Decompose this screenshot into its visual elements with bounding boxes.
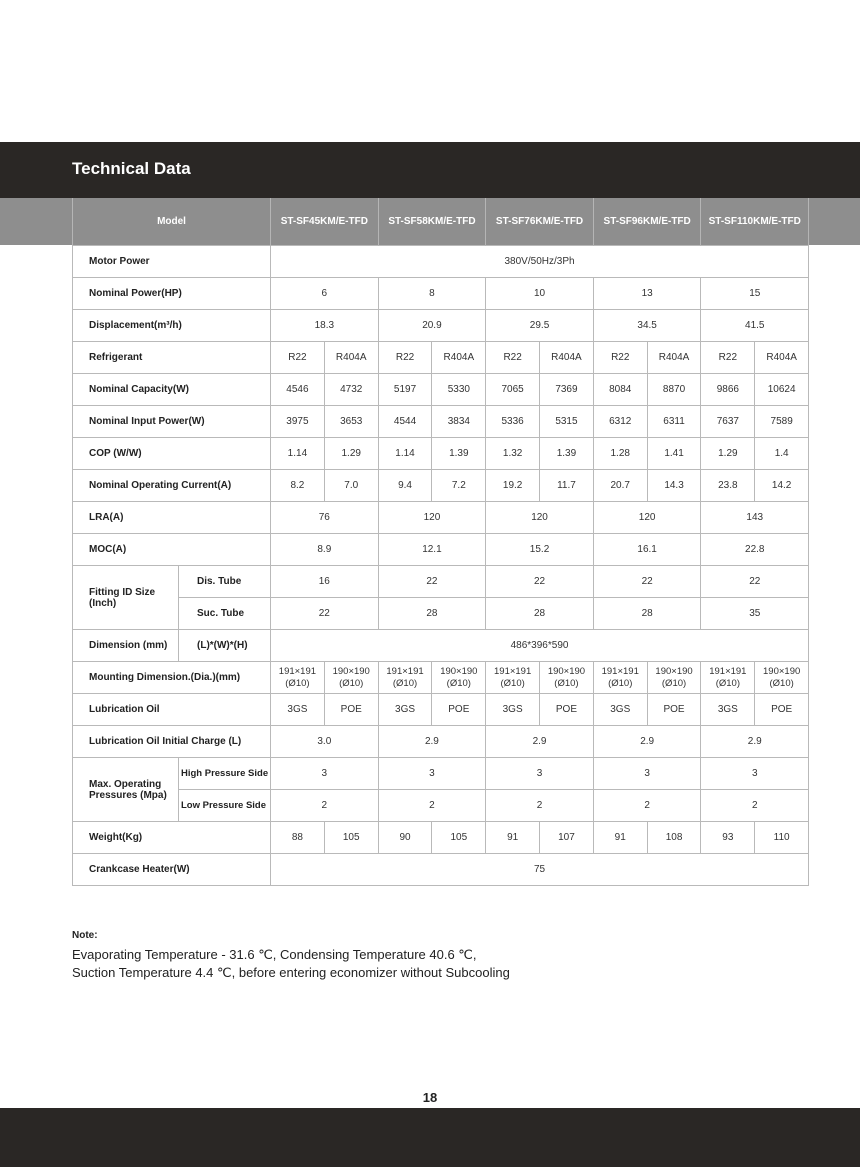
row-lra [73,502,809,534]
mount-cell [701,662,755,694]
mount-size: 191×191 [494,665,532,677]
table-cell: 7369 [540,374,594,406]
mount-dia: (Ø10) [554,677,579,689]
table-cell: 2 [701,790,809,822]
footer-bar [0,1108,860,1167]
mount-size: 190×190 [763,665,801,677]
table-cell: 1.29 [324,438,378,470]
table-cell: R404A [324,342,378,374]
row-label: COP (W/W) [73,438,271,470]
row-label: Nominal Capacity(W) [73,374,271,406]
table-cell: R404A [540,342,594,374]
row-label: Nominal Operating Current(A) [73,470,271,502]
table-cell: 19.2 [486,470,540,502]
table-cell: 10624 [755,374,809,406]
mount-size: 190×190 [655,665,693,677]
table-cell: 15.2 [486,534,594,566]
table-cell: 5315 [540,406,594,438]
table-cell: 11.7 [540,470,594,502]
table-cell: 3 [271,758,379,790]
table-cell: 107 [540,822,594,854]
mount-size: 191×191 [709,665,747,677]
row-nominal-capacity [73,374,809,406]
row-fitting-suc [73,598,809,630]
table-cell: 16.1 [593,534,701,566]
table-cell: R404A [647,342,701,374]
table-cell: 3GS [378,694,432,726]
table-cell: 105 [324,822,378,854]
row-sublabel: Low Pressure Side [179,790,271,822]
mount-size: 191×191 [601,665,639,677]
table-cell: 2.9 [593,726,701,758]
table-cell: 91 [593,822,647,854]
row-refrigerant [73,342,809,374]
mount-cell [755,662,809,694]
table-cell: 93 [701,822,755,854]
table-cell: 3 [486,758,594,790]
table-cell: 10 [486,278,594,310]
mount-dia: (Ø10) [661,677,687,689]
table-cell: 2.9 [486,726,594,758]
row-nominal-input-power [73,406,809,438]
table-cell: 1.28 [593,438,647,470]
mount-cell [486,662,540,694]
table-cell: 14.2 [755,470,809,502]
row-sublabel: Dis. Tube [179,566,271,598]
table-cell: 29.5 [486,310,594,342]
table-cell: 28 [378,598,486,630]
table-cell: 28 [486,598,594,630]
mount-dia: (Ø10) [500,677,525,689]
table-cell: 3GS [701,694,755,726]
table-cell: 22 [701,566,809,598]
table-cell: 2 [378,790,486,822]
table-cell: R22 [701,342,755,374]
table-cell: 4544 [378,406,432,438]
table-cell: 6311 [647,406,701,438]
mount-cell [540,662,594,694]
mount-dia: (Ø10) [285,677,310,689]
row-sublabel: Suc. Tube [179,598,271,630]
table-cell: POE [540,694,594,726]
table-cell: 4546 [271,374,325,406]
table-cell: R404A [755,342,809,374]
note-line: Suction Temperature 4.4 ℃, before entering economizer without Subcooling [72,965,510,980]
mount-size: 190×190 [547,665,586,677]
row-label: Fitting ID Size (Inch) [73,566,179,630]
table-cell: 5336 [486,406,540,438]
table-cell: 1.14 [271,438,325,470]
technical-data-table [72,198,809,886]
row-label: MOC(A) [73,534,271,566]
table-cell: 8.2 [271,470,325,502]
table-cell: 88 [271,822,325,854]
table-cell: 8 [378,278,486,310]
row-label: Refrigerant [73,342,271,374]
mount-size: 191×191 [278,665,317,677]
row-cop [73,438,809,470]
table-cell: 486*396*590 [271,630,809,662]
page-number: 18 [422,1090,438,1105]
mount-size: 190×190 [440,665,478,677]
table-cell: 120 [378,502,486,534]
table-cell: 108 [647,822,701,854]
table-cell: 1.39 [540,438,594,470]
row-sublabel: (L)*(W)*(H) [179,630,271,662]
table-cell: 9866 [701,374,755,406]
table-cell: 380V/50Hz/3Ph [271,246,809,278]
table-cell: 12.1 [378,534,486,566]
model-column-header: ST-SF96KM/E-TFD [593,198,701,246]
table-cell: 105 [432,822,486,854]
table-cell: 2 [593,790,701,822]
table-cell: 1.4 [755,438,809,470]
table-cell: 1.39 [432,438,486,470]
row-label: Displacement(m³/h) [73,310,271,342]
mount-dia: (Ø10) [446,677,471,689]
mount-cell [378,662,432,694]
table-cell: 22 [593,566,701,598]
table-cell: R404A [432,342,486,374]
table-cell: 5330 [432,374,486,406]
row-lubrication-oil [73,694,809,726]
row-label: Weight(Kg) [73,822,271,854]
row-pressure-low [73,790,809,822]
table-cell: 13 [593,278,701,310]
table-cell: 3GS [486,694,540,726]
mount-cell [593,662,647,694]
table-cell: 1.41 [647,438,701,470]
table-cell: 1.14 [378,438,432,470]
table-cell: 9.4 [378,470,432,502]
mount-cell [432,662,486,694]
row-mounting [73,662,809,694]
mount-dia: (Ø10) [769,677,794,689]
row-label: Crankcase Heater(W) [73,854,271,886]
table-cell: 20.7 [593,470,647,502]
table-cell: 91 [486,822,540,854]
table-cell: 3GS [593,694,647,726]
row-label: Motor Power [73,246,271,278]
table-cell: 34.5 [593,310,701,342]
table-cell: 2.9 [378,726,486,758]
table-cell: 18.3 [271,310,379,342]
row-displacement [73,310,809,342]
row-label: Mounting Dimension.(Dia.)(mm) [73,662,271,694]
table-cell: 20.9 [378,310,486,342]
mount-dia: (Ø10) [715,677,740,689]
table-cell: 2.9 [701,726,809,758]
table-cell: 3GS [271,694,325,726]
table-cell: 28 [593,598,701,630]
table-cell: 8870 [647,374,701,406]
table-cell: 8084 [593,374,647,406]
table-cell: POE [647,694,701,726]
table-cell: 35 [701,598,809,630]
table-cell: 3.0 [271,726,379,758]
table-cell: 7637 [701,406,755,438]
table-cell: 14.3 [647,470,701,502]
table-cell: 2 [486,790,594,822]
table-header-row [73,198,809,246]
row-motor-power [73,246,809,278]
row-dimension [73,630,809,662]
mount-dia: (Ø10) [392,677,418,689]
mount-cell [324,662,378,694]
table-cell: 3834 [432,406,486,438]
table-cell: 22 [486,566,594,598]
table-cell: 75 [271,854,809,886]
row-label: LRA(A) [73,502,271,534]
table-cell: 5197 [378,374,432,406]
table-cell: 8.9 [271,534,379,566]
row-label: Nominal Power(HP) [73,278,271,310]
model-header: Model [73,198,271,246]
mount-cell [271,662,325,694]
row-fitting-dis [73,566,809,598]
table-cell: 7.2 [432,470,486,502]
table-cell: 1.29 [701,438,755,470]
table-cell: 3975 [271,406,325,438]
table-cell: R22 [486,342,540,374]
row-sublabel: High Pressure Side [179,758,271,790]
mount-size: 190×190 [332,665,370,677]
mount-size: 191×191 [386,665,424,677]
row-crankcase-heater [73,854,809,886]
table-cell: 7065 [486,374,540,406]
note-title: Note: [72,930,98,941]
table-cell: R22 [378,342,432,374]
model-column-header: ST-SF110KM/E-TFD [701,198,809,246]
row-label: Dimension (mm) [73,630,179,662]
row-oil-charge [73,726,809,758]
table-cell: 22 [271,598,379,630]
model-column-header: ST-SF76KM/E-TFD [486,198,594,246]
table-cell: 6 [271,278,379,310]
row-label: Max. Operating Pressures (Mpa) [73,758,179,822]
row-label: Nominal Input Power(W) [73,406,271,438]
table-cell: 41.5 [701,310,809,342]
table-cell: POE [755,694,809,726]
page-title: Technical Data [72,159,191,178]
table-cell: 120 [486,502,594,534]
mount-dia: (Ø10) [339,677,364,689]
table-cell: R22 [593,342,647,374]
model-column-header: ST-SF58KM/E-TFD [378,198,486,246]
note-line: Evaporating Temperature - 31.6 ℃, Condensing Temperature 40.6 ℃, [72,947,477,962]
table-cell: 110 [755,822,809,854]
table-cell: POE [324,694,378,726]
table-cell: 4732 [324,374,378,406]
table-cell: POE [432,694,486,726]
row-operating-current [73,470,809,502]
row-nominal-power [73,278,809,310]
row-label: Lubrication Oil Initial Charge (L) [73,726,271,758]
mount-cell [647,662,701,694]
table-cell: 7589 [755,406,809,438]
table-cell: 6312 [593,406,647,438]
row-weight [73,822,809,854]
row-pressure-high [73,758,809,790]
table-cell: 90 [378,822,432,854]
note-block [72,930,510,982]
table-cell: 3 [378,758,486,790]
table-cell: 3 [701,758,809,790]
table-cell: 22 [378,566,486,598]
table-cell: 143 [701,502,809,534]
row-moc [73,534,809,566]
table-cell: 23.8 [701,470,755,502]
table-cell: 3653 [324,406,378,438]
table-cell: 1.32 [486,438,540,470]
table-cell: 16 [271,566,379,598]
title-bar [0,142,860,198]
table-cell: 7.0 [324,470,378,502]
table-cell: 22.8 [701,534,809,566]
mount-dia: (Ø10) [608,677,633,689]
table-cell: 120 [593,502,701,534]
table-cell: 2 [271,790,379,822]
row-label: Lubrication Oil [73,694,271,726]
table-cell: 3 [593,758,701,790]
table-cell: 76 [271,502,379,534]
model-column-header: ST-SF45KM/E-TFD [271,198,379,246]
table-cell: R22 [271,342,325,374]
table-cell: 15 [701,278,809,310]
